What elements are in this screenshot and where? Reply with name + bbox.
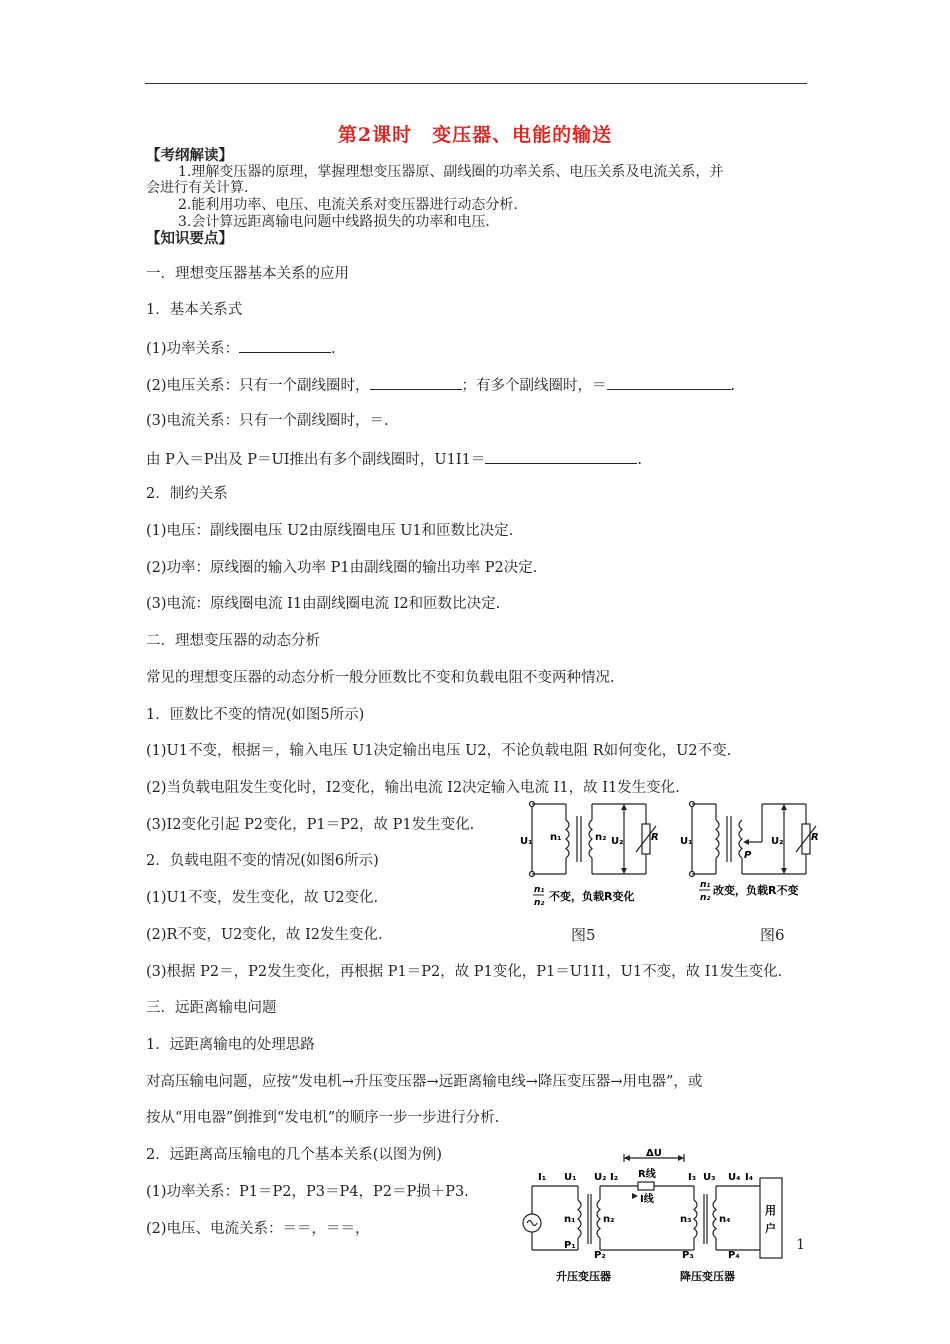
heading-3: 三．远距离输电问题	[146, 1000, 277, 1016]
n3-label: n₃	[680, 1214, 692, 1225]
i-line-label: I线	[640, 1194, 654, 1205]
subheading-3-1: 1．远距离输电的处理思路	[146, 1037, 315, 1053]
fill-blank	[239, 338, 331, 353]
u1-label: U₁	[520, 836, 533, 847]
step-up-label: 升压变压器	[556, 1270, 611, 1283]
section-kaogang: 【考纲解读】	[146, 147, 233, 164]
section-zhishi: 【知识要点】	[146, 230, 233, 247]
dynamic-3: (3)I2变化引起 P2变化，P1＝P2，故 P1发生变化.	[146, 817, 475, 833]
step-down-label: 降压变压器	[680, 1270, 735, 1283]
constraint-current: (3)电流：原线圈电流 I1由副线圈电流 I2和匝数比决定.	[146, 596, 501, 612]
u2-label: U₂	[611, 836, 624, 847]
subheading-1-1: 1．基本关系式	[146, 302, 243, 318]
dynamic-1: (1)U1不变，根据＝，输入电压 U1决定输出电压 U2，不论负载电阻 R如何变化，U2不变.	[146, 743, 732, 759]
current-relation-line: (3)电流关系：只有一个副线圈时，＝.	[146, 413, 389, 429]
constraint-voltage: (1)电压：副线圈电压 U2由原线圈电压 U1和匝数比决定.	[146, 523, 514, 539]
i1-label: I₁	[538, 1172, 547, 1183]
i2-label: I₂	[610, 1172, 619, 1183]
u1-label: U₁	[564, 1172, 577, 1183]
dynamic-intro: 常见的理想变压器的动态分析一般分匝数比不变和负载电阻不变两种情况.	[146, 670, 615, 686]
p3-label: P₃	[682, 1250, 694, 1261]
ratio-n1: n₁	[534, 885, 545, 895]
transmission-approach-a: 对高压输电问题，应按“发电机→升压变压器→远距离输电线→降压变压器→用电器”，或	[146, 1074, 703, 1090]
p-label: P	[744, 850, 752, 861]
fill-blank	[485, 449, 637, 464]
constraint-power: (2)功率：原线圈的输入功率 P1由副线圈的输出功率 P2决定.	[146, 560, 538, 576]
r-label: R	[811, 832, 819, 843]
subheading-2-2: 2．负载电阻不变的情况(如图6所示)	[146, 853, 379, 869]
figure-6-diagram	[680, 798, 830, 910]
kaogang-item-2: 2.能利用功率、电压、电流关系对变压器进行动态分析.	[178, 197, 518, 213]
figure-6-note: 改变，负载R不变	[713, 884, 799, 897]
u4-label: U₄	[728, 1172, 741, 1183]
transmission-approach-b: 按从“用电器”倒推到“发电机”的顺序一步一步进行分析.	[146, 1110, 500, 1126]
kaogang-item-1b: 会进行有关计算.	[146, 180, 249, 196]
top-rule	[145, 83, 807, 84]
figure-5-note: 不变，负载R变化	[549, 890, 635, 903]
load-fixed-1: (1)U1不变，发生变化，故 U2变化.	[146, 890, 379, 906]
n2-label: n₂	[603, 1214, 615, 1225]
kaogang-item-1a: 1.理解变压器的原理，掌握理想变压器原、副线圈的功率关系、电压关系及电流关系，并	[178, 164, 724, 180]
voltage-relation-line: (2)电压关系：只有一个副线圈时， ；有多个副线圈时，＝ .	[146, 375, 735, 395]
user-label-1: 用	[765, 1204, 776, 1217]
n1-label: n₁	[550, 832, 562, 843]
r-line-label: R线	[638, 1169, 656, 1180]
user-label-2: 户	[765, 1222, 776, 1235]
p2-label: P₂	[594, 1250, 606, 1261]
i3-label: I₃	[688, 1172, 697, 1183]
load-fixed-3: (3)根据 P2＝，P2发生变化，再根据 P1＝P2，故 P1变化，P1＝U1I1，U1不变，故 I1发生变化.	[146, 964, 783, 980]
multi-coil-line: 由 P入＝P出及 P＝UI推出有多个副线圈时，U1I1＝ .	[146, 449, 642, 469]
page-title: 第2课时 变压器、电能的输送	[337, 124, 613, 146]
i4-label: I₄	[745, 1172, 754, 1183]
dynamic-2: (2)当负载电阻发生变化时，I2变化，输出电流 I2决定输入电流 I1，故 I1发生变化.	[146, 780, 680, 796]
figure-6-caption: 图6	[760, 926, 785, 944]
transmission-vi-relation: (2)电压、电流关系：＝＝，＝＝，	[146, 1221, 370, 1237]
u3-label: U₃	[703, 1172, 716, 1183]
figure-5-caption: 图5	[571, 926, 596, 944]
fill-blank	[607, 375, 731, 390]
r-label: R	[651, 832, 659, 843]
u1-label: U₁	[680, 836, 693, 847]
n1-label: n₁	[564, 1214, 576, 1225]
u2-label: U₂	[771, 836, 784, 847]
ratio-n2: n₂	[700, 893, 711, 903]
n4-label: n₄	[719, 1214, 731, 1225]
heading-1: 一．理想变压器基本关系的应用	[146, 266, 349, 282]
u2-label: U₂	[594, 1172, 607, 1183]
subheading-1-2: 2．制约关系	[146, 486, 228, 502]
fill-blank	[370, 375, 462, 390]
ratio-n2: n₂	[534, 898, 545, 908]
page-number: 1	[796, 1237, 805, 1253]
p1-label: P₁	[564, 1240, 576, 1251]
transmission-diagram	[520, 1148, 790, 1286]
subheading-3-2: 2．远距离高压输电的几个基本关系(以图为例)	[146, 1147, 443, 1163]
transmission-power-relation: (1)功率关系：P1＝P2，P3＝P4，P2＝P损＋P3.	[146, 1184, 469, 1200]
p4-label: P₄	[728, 1250, 740, 1261]
figure-5-diagram	[520, 798, 670, 910]
power-relation-line: (1)功率关系： .	[146, 338, 336, 358]
heading-2: 二．理想变压器的动态分析	[146, 633, 320, 649]
ratio-n1: n₁	[700, 880, 711, 890]
load-fixed-2: (2)R不变，U2变化，故 I2发生变化.	[146, 927, 383, 943]
subheading-2-1: 1．匝数比不变的情况(如图5所示)	[146, 707, 365, 723]
kaogang-item-3: 3.会计算远距离输电问题中线路损失的功率和电压.	[178, 214, 490, 230]
delta-u-label: ΔU	[646, 1148, 662, 1159]
n2-label: n₂	[595, 832, 607, 843]
